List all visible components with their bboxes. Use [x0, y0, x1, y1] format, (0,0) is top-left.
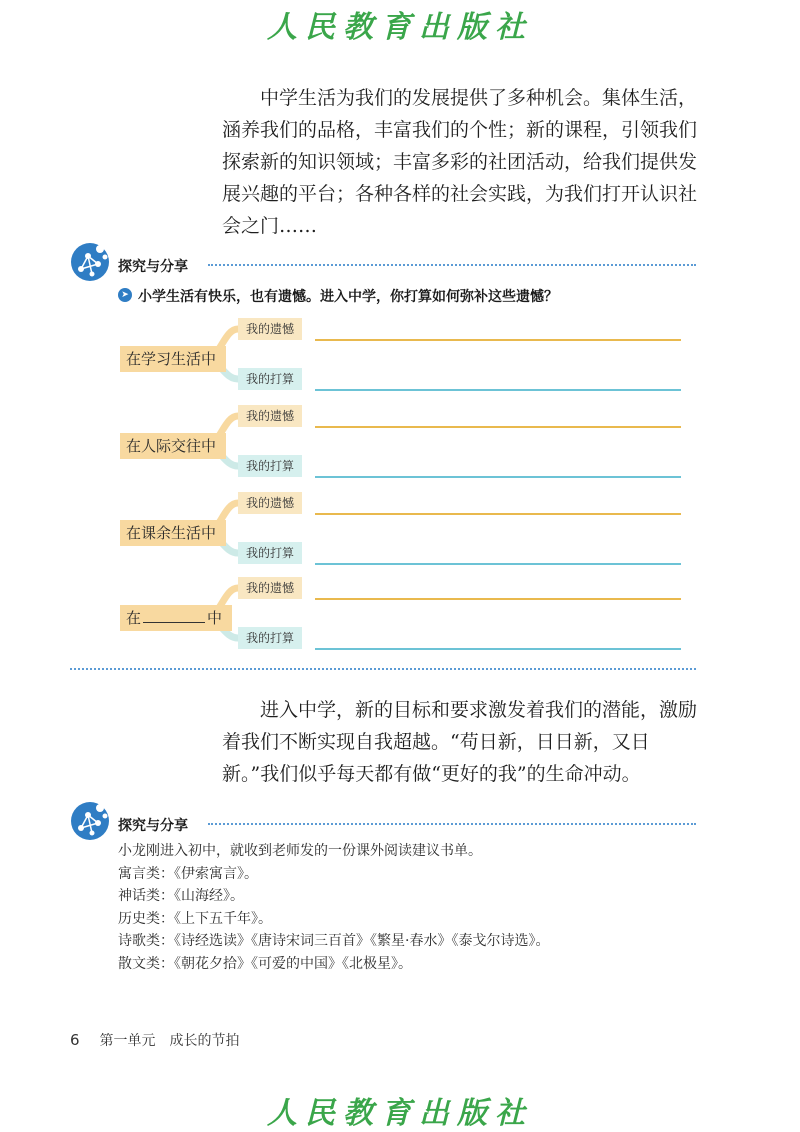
row-label-suffix: 中 — [207, 609, 223, 627]
row-label-prefix: 在 — [126, 609, 142, 627]
reflection-row-social — [120, 405, 682, 475]
dotted-divider — [208, 823, 696, 825]
section-title: 探究与分享 — [118, 818, 188, 834]
my-plan-tag: 我的打算 — [238, 368, 302, 390]
regret-writing-line[interactable] — [315, 426, 681, 428]
unit-title: 第一单元 成长的节拍 — [99, 1033, 240, 1049]
my-plan-tag: 我的打算 — [238, 627, 302, 649]
publisher-watermark-top: 人民教育出版社 — [267, 10, 533, 45]
middle-paragraph: 进入中学，新的目标和要求激发着我们的潜能，激励着我们不断实现自我超越。“苟日新，日日新，又日新。”我们似乎每天都有做“更好的我”的生命冲动。 — [222, 699, 698, 785]
reflection-row-extracurricular — [120, 492, 682, 562]
explore-share-icon — [70, 801, 110, 841]
row-label-custom — [120, 605, 232, 631]
section-end-divider — [70, 668, 696, 670]
section-header-explore-2 — [70, 801, 696, 841]
my-regret-tag: 我的遗憾 — [238, 492, 302, 514]
regret-writing-line[interactable] — [315, 513, 681, 515]
plan-writing-line[interactable] — [315, 648, 681, 650]
explore-share-icon — [70, 242, 110, 282]
row-label: 在课余生活中 — [120, 520, 226, 546]
regret-writing-line[interactable] — [315, 598, 681, 600]
page-number: 6 — [70, 1031, 80, 1049]
intro-paragraph: 中学生活为我们的发展提供了多种机会。集体生活，涵养我们的品格，丰富我们的个性；新的课程，引领我们探索新的知识领域；丰富多彩的社团活动，给我们提供发展兴趣的平台；各种各样的社会实践，为我们打开认识社会之门…… — [222, 87, 698, 237]
my-regret-tag: 我的遗憾 — [238, 405, 302, 427]
prompt-text: 小学生活有快乐，也有遗憾。进入中学，你打算如何弥补这些遗憾？ — [138, 289, 558, 305]
reading-intro: 小龙刚进入初中，就收到老师发的一份课外阅读建议书单。 — [118, 843, 482, 859]
reading-item-history: 历史类：《上下五千年》。 — [118, 910, 272, 927]
reading-item-poetry: 诗歌类：《诗经选读》《唐诗宋词三百首》《繁星·春水》《泰戈尔诗选》。 — [118, 933, 550, 950]
reading-item-myths: 神话类：《山海经》。 — [118, 888, 244, 905]
section-header-explore-1 — [70, 242, 696, 282]
reading-list — [118, 840, 698, 976]
publisher-watermark-bottom: 人民教育出版社 — [267, 1096, 533, 1131]
my-regret-tag: 我的遗憾 — [238, 318, 302, 340]
my-regret-tag: 我的遗憾 — [238, 577, 302, 599]
dotted-divider — [208, 264, 696, 266]
plan-writing-line[interactable] — [315, 563, 681, 565]
my-plan-tag: 我的打算 — [238, 542, 302, 564]
fill-in-blank[interactable] — [143, 608, 205, 623]
reading-item-fables: 寓言类：《伊索寓言》。 — [118, 865, 258, 882]
reflection-row-custom — [120, 577, 682, 647]
plan-writing-line[interactable] — [315, 389, 681, 391]
arrow-bullet-icon: ➤ — [118, 288, 132, 302]
plan-writing-line[interactable] — [315, 476, 681, 478]
row-label: 在学习生活中 — [120, 346, 226, 372]
section-title: 探究与分享 — [118, 259, 188, 275]
row-label: 在人际交往中 — [120, 433, 226, 459]
page-footer — [70, 1030, 240, 1050]
my-plan-tag: 我的打算 — [238, 455, 302, 477]
reading-item-essays: 散文类：《朝花夕拾》《可爱的中国》《北极星》。 — [118, 955, 412, 972]
reflection-row-study — [120, 318, 682, 388]
regret-writing-line[interactable] — [315, 339, 681, 341]
